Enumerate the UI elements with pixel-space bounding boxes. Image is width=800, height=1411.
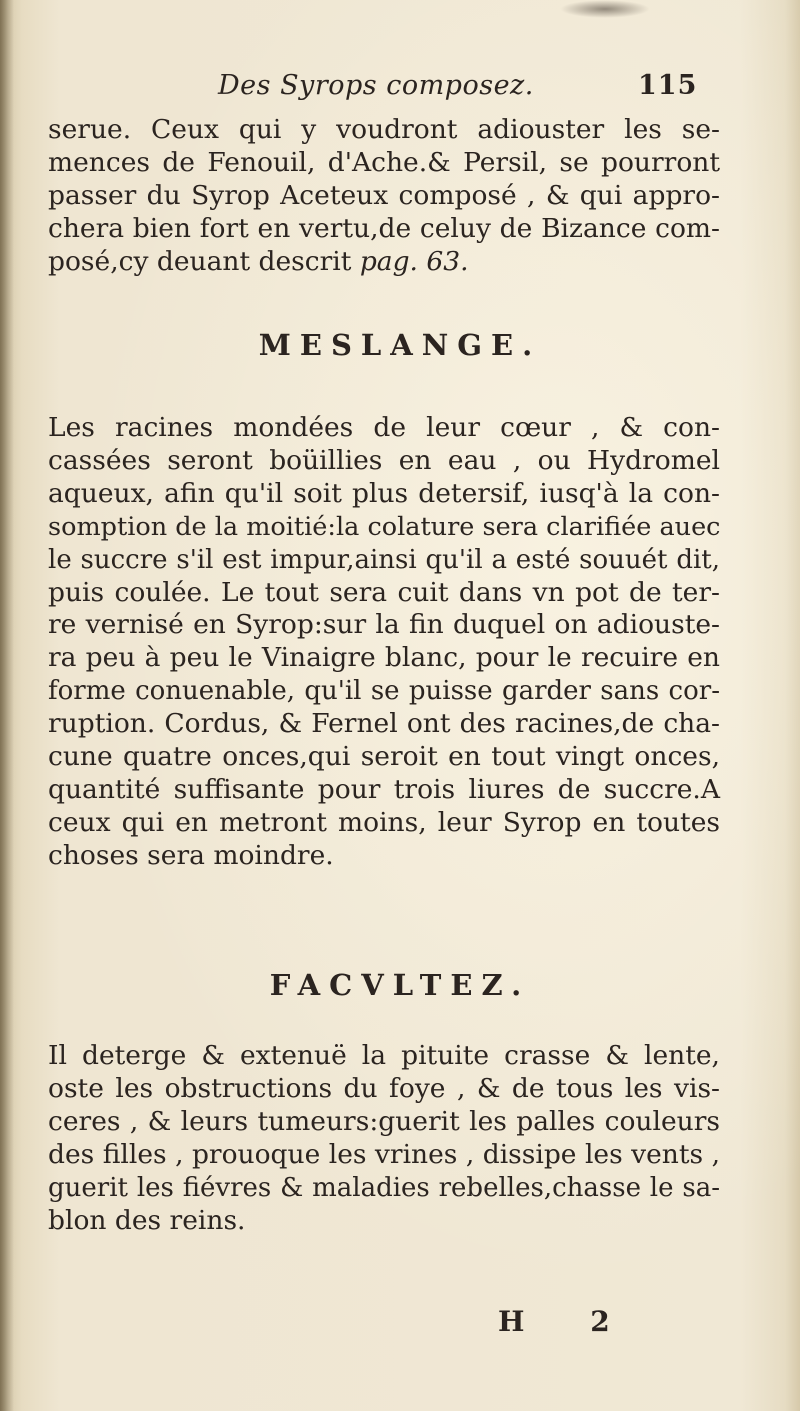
section-heading-facultez: FACVLTEZ. <box>269 968 531 1002</box>
text-line: serue. Ceux qui y voudront adiouster les se- <box>48 114 720 145</box>
ink-smudge <box>560 0 650 18</box>
text-line: Il deterge & extenuë la pituite crasse & lente, <box>48 1040 720 1071</box>
meslange-paragraph <box>48 412 720 873</box>
signature-mark: H 2 <box>498 1305 638 1338</box>
text-line-content: posé,cy deuant descrit <box>48 245 360 277</box>
text-line: aqueux, afin qu'il soit plus detersif, iusq'à la con- <box>48 477 720 509</box>
text-line: Les racines mondées de leur cœur , & con- <box>48 412 720 443</box>
text-line: ruption. Cordus, & Fernel ont des racines,de cha- <box>48 708 720 740</box>
text-line: ceres , & leurs tumeurs:guerit les palles couleurs <box>48 1105 720 1137</box>
text-line: re vernisé en Syrop:sur la fin duquel on adiouste- <box>48 609 720 641</box>
text-line: mences de Fenouil, d'Ache.& Persil, se pourront <box>48 146 720 178</box>
text-line: choses sera moindre. <box>48 839 334 871</box>
text-line: oste les obstructions du foye , & de tous les vis- <box>48 1072 720 1104</box>
text-line: puis coulée. Le tout sera cuit dans vn pot de ter- <box>48 576 720 608</box>
text-line: forme conuenable, qu'il se puisse garder sans cor- <box>48 676 720 707</box>
page-number: 115 <box>638 70 698 101</box>
text-line: le succre s'il est impur,ainsi qu'il a esté souuét dit, <box>48 544 720 575</box>
text-line <box>48 246 720 279</box>
text-line: somption de la moitié:la colature sera clarifiée auec <box>48 511 721 542</box>
text-line: chera bien fort en vertu,de celuy de Bizance com- <box>48 212 720 244</box>
text-line: quantité suffisante pour trois liures de succre.A <box>48 773 720 805</box>
binding-gutter-shadow <box>0 0 14 1411</box>
text-line: ceux qui en metront moins, leur Syrop en toutes <box>48 806 720 838</box>
intro-paragraph <box>48 114 720 279</box>
text-line: ra peu à peu le Vinaigre blanc, pour le recuire en <box>48 642 720 674</box>
page-reference: pag. 63. <box>359 245 469 277</box>
facultez-paragraph <box>48 1040 720 1237</box>
running-head <box>0 60 800 110</box>
text-line: cassées seront boüillies en eau , ou Hydromel <box>48 444 720 476</box>
text-line: guerit les fiévres & maladies rebelles,chasse le sa- <box>48 1172 720 1203</box>
text-line: des filles , prouoque les vrines , dissipe les vents , <box>48 1138 720 1170</box>
section-heading-meslange: MESLANGE. <box>258 328 542 362</box>
text-line: cune quatre onces,qui seroit en tout vingt onces, <box>48 741 720 773</box>
running-title: Des Syrops composez. <box>218 70 534 101</box>
text-line: passer du Syrop Aceteux composé , & qui appro- <box>48 179 720 211</box>
text-line: blon des reins. <box>48 1204 246 1236</box>
